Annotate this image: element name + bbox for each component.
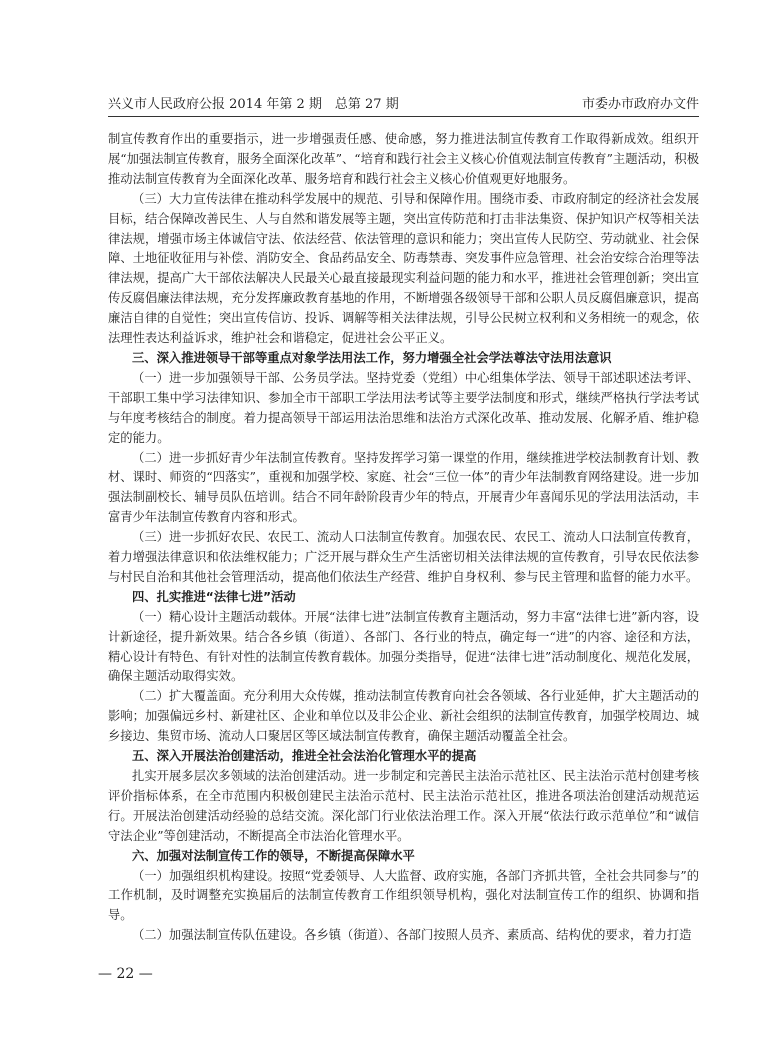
- section-heading: 六、加强对法制宣传工作的领导，不断提高保障水平: [132, 848, 415, 863]
- publication-title: 兴义市人民政府公报 2014 年第 2 期 总第 27 期: [108, 97, 399, 112]
- paragraph: （三）大力宣传法律在推动科学发展中的规范、引导和保障作用。围绕市委、市政府制定的经济社会发展目标，结合保障改善民生、人与自然和谐发展等主题，突出宣传防范和打击非法集资、保护知识产权等相关法律法规，增强市场主体诚信守法、依法经营、依法管理的意识和能力；突出宣传人民防空、劳动就业、社会保障、土地征收征用与补偿、消防安全、食品药品安全、防毒禁毒、突发事件应急管理、社会治安综合治理等法律法规，提高广大干部依法解决人民最关心最直接最现实利益问题的能力和水平，推进社会管理创新；突出宣传反腐倡廉法律法规，充分发挥廉政教育基地的作用，不断增强各级领导干部和公职人员反腐倡廉意识，提高廉洁自律的自觉性；突出宣传信访、投诉、调解等相关法律法规，引导公民树立权利和义务相统一的观念，依法理性表达利益诉求，维护社会和谐稳定，促进社会公平正义。: [108, 191, 699, 346]
- section-heading: 四、扎实推进“法律七进”活动: [132, 589, 296, 604]
- section-title: 市委办市政府办文件: [581, 97, 699, 112]
- header-divider: [108, 116, 699, 117]
- paragraph: 扎实开展多层次多领域的法治创建活动。进一步制定和完善民主法治示范社区、民主法治示范村创建考核评价指标体系，在全市范围内积极创建民主法治示范村、民主法治示范社区，推进各项法治创建活动规范运行。开展法治创建活动经验的总结交流。深化部门行业依法治理工作。深入开展“依法行政示范单位”和“诚信守法企业”等创建活动，不断提高全市法治化管理水平。: [108, 769, 699, 843]
- paragraph: （二）加强法制宣传队伍建设。各乡镇（街道）、各部门按照人员齐、素质高、结构优的要求，着力打造: [132, 928, 692, 943]
- paragraph: （三）进一步抓好农民、农民工、流动人口法制宣传教育。加强农民、农民工、流动人口法制宣传教育，着力增强法律意识和依法维权能力；广泛开展与群众生产生活密切相关法律法规的宣传教育，引导农民依法参与村民自治和其他社会管理活动，提高他们依法生产经营、维护自身权利、参与民主管理和监督的能力水平。: [108, 530, 699, 584]
- paragraph: （一）加强组织机构建设。按照“党委领导、人大监督、政府实施，各部门齐抓共管，全社会共同参与”的工作机制，及时调整充实换届后的法制宣传教育工作组织领导机构，强化对法制宣传工作的组织、协调和指导。: [108, 868, 699, 923]
- paragraph: （一）进一步加强领导干部、公务员学法。坚持党委（党组）中心组集体学法、领导干部述职述法考评、干部职工集中学习法律知识、参加全市干部职工学法用法考试等主要学法制度和形式，继续严格执行学法考试与年度考核结合的制度。着力提高领导干部运用法治思维和法治方式深化改革、推动发展、化解矛盾、维护稳定的能力。: [108, 370, 699, 445]
- paragraph: 制宣传教育作出的重要指示，进一步增强责任感、使命感，努力推进法制宣传教育工作取得新成效。组织开展“加强法制宣传教育，服务全面深化改革”、“培育和践行社会主义核心价值观法制宣传教育”主题活动，积极推动法制宣传教育为全面深化改革、服务培育和践行社会主义核心价值观更好地服务。: [108, 132, 699, 186]
- paragraph: （一）精心设计主题活动载体。开展“法律七进”法制宣传教育主题活动，努力丰富“法律七进”新内容，设计新途径，提升新效果。结合各乡镇（街道）、各部门、各行业的特点，确定每一“进”的内容、途径和方法，精心设计有特色、有针对性的法制宣传教育载体。加强分类指导，促进“法律七进”活动制度化、规范化发展，确保主题活动取得实效。: [108, 609, 699, 684]
- paragraph: （二）进一步抓好青少年法制宣传教育。坚持发挥学习第一课堂的作用，继续推进学校法制教育计划、教材、课时、师资的“四落实”，重视和加强学校、家庭、社会“三位一体”的青少年法制教育网络建设。进一步加强法制副校长、辅导员队伍培训。结合不同年龄阶段青少年的特点，开展青少年喜闻乐见的学法用法活动，丰富青少年法制宣传教育内容和形式。: [108, 450, 699, 525]
- document-body: [108, 130, 699, 946]
- page-number: — 22 —: [98, 966, 153, 982]
- section-heading: 五、深入开展法治创建活动，推进全社会法治化管理水平的提高: [132, 749, 477, 764]
- running-header: [108, 93, 699, 115]
- paragraph: （二）扩大覆盖面。充分利用大众传媒，推动法制宣传教育向社会各领域、各行业延伸，扩大主题活动的影响；加强偏远乡村、新建社区、企业和单位以及非公企业、新社会组织的法制宣传教育，加强学校周边、城乡接边、集贸市场、流动人口聚居区等区域法制宣传教育，确保主题活动覆盖全社会。: [108, 689, 699, 744]
- section-heading: 三、深入推进领导干部等重点对象学法用法工作，努力增强全社会学法尊法守法用法意识: [132, 350, 612, 365]
